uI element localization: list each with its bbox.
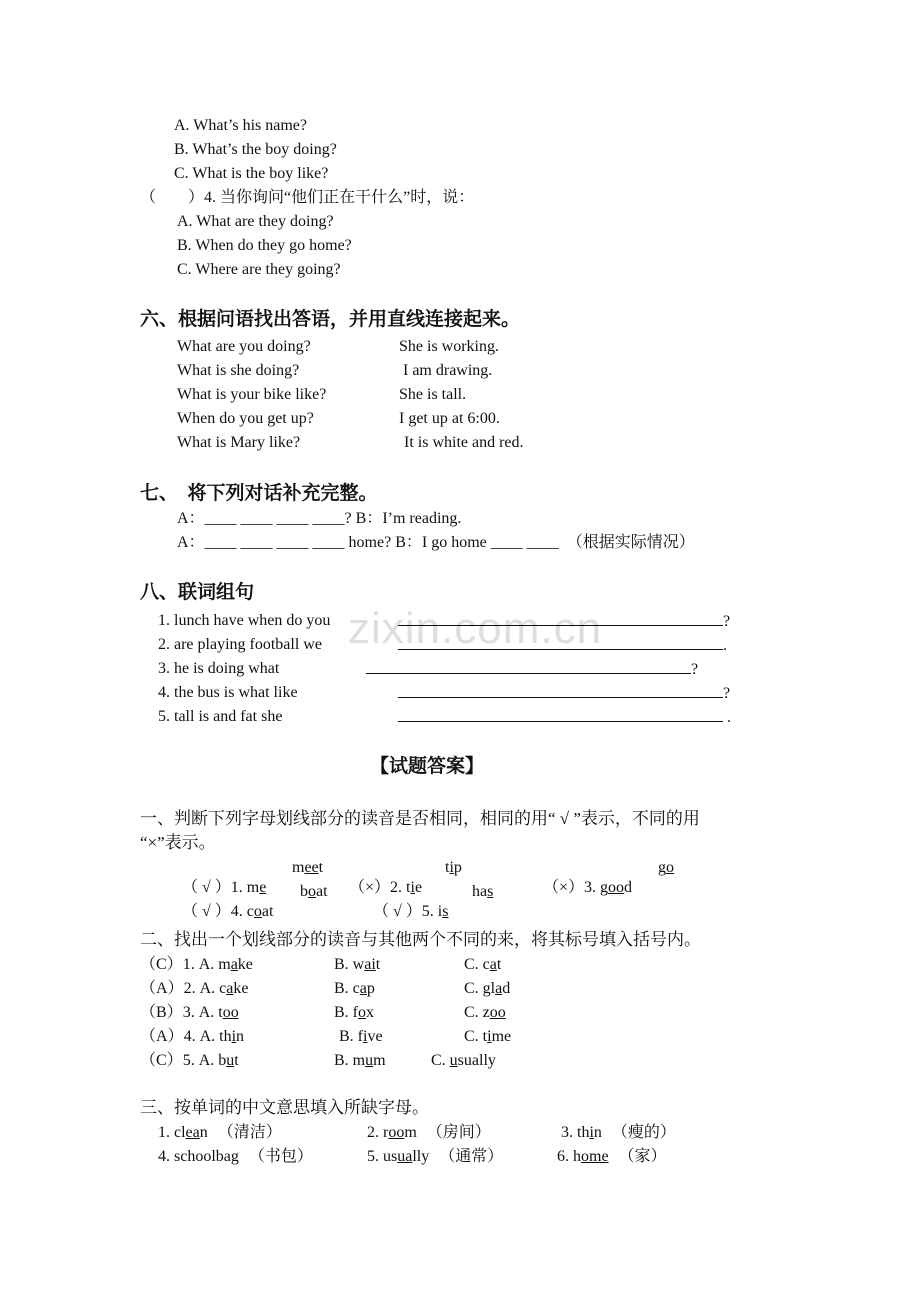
item-number: 1. (230, 879, 243, 896)
ans2-row-label: （C）1. A. make (140, 956, 253, 973)
ans3-item: 3. thin （瘦的） (561, 1124, 676, 1141)
s6-answer: It is white and red. (404, 434, 524, 451)
q3-option-a: A. What’s his name? (174, 117, 308, 134)
mark: （ √ ） (182, 903, 231, 920)
watermark: zixin.com.cn (348, 604, 603, 653)
mark: （ √ ） (373, 903, 422, 920)
option-c: C. cat (464, 956, 502, 973)
item-number: 2. (390, 879, 403, 896)
ans1-instruction: 一、判断下列字母划线部分的读音是否相同，相同的用“ √ ”表示，不同的用 (140, 809, 700, 828)
answers-title: 【试题答案】 (370, 755, 485, 777)
item-number: 5. (421, 903, 434, 920)
option-b: B. five (339, 1028, 383, 1045)
mark: （ √ ） (182, 879, 231, 896)
word: go (658, 859, 674, 876)
s8-end: ? (723, 613, 731, 630)
option-c: C. zoo (464, 1004, 506, 1021)
s8-words: 2. are playing football we (158, 636, 322, 653)
word: coat (246, 903, 274, 920)
s6-question: What are you doing? (177, 338, 311, 355)
ans3-item: 1. clean （清洁） (158, 1124, 282, 1141)
q3-option-c: C. What is the boy like? (174, 165, 329, 182)
item-number: 3. (584, 879, 597, 896)
item-number: 4. (230, 903, 243, 920)
option-c: C. time (464, 1028, 512, 1045)
s8-answer-line[interactable] (366, 659, 698, 680)
section8-title: 八、联词组句 (140, 581, 255, 603)
word: meet (292, 859, 324, 876)
s6-question: What is Mary like? (177, 434, 301, 451)
s6-question: What is your bike like? (177, 386, 327, 403)
q3-option-b: B. What’s the boy doing? (174, 141, 337, 158)
ans2-row-label: （B）3. A. too (140, 1004, 239, 1021)
ans2-row-label: （A）4. A. thin (140, 1028, 245, 1045)
q4-option-b: B. When do they go home? (177, 237, 352, 254)
option-b: B. fox (334, 1004, 374, 1021)
ans3-item: 4. schoolbag （书包） (158, 1148, 313, 1165)
q4-prefix: （ ）4. (140, 189, 217, 206)
s7-line2: A：____ ____ ____ ____ home? B：I go home ____ ____ （根据实际情况） (177, 534, 695, 551)
section7-title: 七、 将下列对话补充完整。 (140, 482, 378, 504)
ans3-item: 5. usually （通常） (367, 1148, 504, 1165)
option-b: B. cap (334, 980, 375, 997)
mark: （×） (349, 879, 391, 896)
s8-answer-line[interactable] (398, 635, 727, 656)
word: boat (300, 883, 328, 900)
s7-line1: A：____ ____ ____ ____? B：I’m reading. (177, 510, 462, 527)
word: has (472, 883, 494, 900)
ans1-item (535, 858, 632, 898)
ans2-instruction: 二、找出一个划线部分的读音与其他两个不同的来，将其标号填入括号内。 (140, 930, 701, 949)
ans2-row-label: （A）2. A. cake (140, 980, 249, 997)
q4-option-a: A. What are they doing? (177, 213, 334, 230)
s8-words: 5. tall is and fat she (158, 708, 283, 725)
q4-text: 当你询问“他们正在干什么”时，说： (220, 189, 475, 206)
ans3-item: 6. home （家） (557, 1148, 667, 1165)
s6-answer: I get up at 6:00. (399, 410, 500, 427)
word: good (600, 879, 633, 896)
s8-answer-line[interactable] (398, 683, 730, 704)
section6-title: 六、根据问语找出答语，并用直线连接起来。 (140, 308, 521, 330)
option-b: B. mum (334, 1052, 386, 1069)
s8-answer-line[interactable] (398, 707, 731, 728)
option-b: B. wait (334, 956, 381, 973)
word: me (246, 879, 267, 896)
ans1-item (365, 882, 448, 922)
s8-end: . (723, 637, 727, 654)
s8-words: 4. the bus is what like (158, 684, 298, 701)
q4-question (140, 188, 474, 208)
s6-answer: She is tall. (399, 386, 467, 403)
mark: （×） (543, 879, 585, 896)
s8-answer-line[interactable] (398, 611, 730, 632)
s8-end: . (727, 709, 731, 726)
ans2-row-label: （C）5. A. but (140, 1052, 239, 1069)
ans1-item (174, 882, 273, 922)
word: tie (406, 879, 423, 896)
s6-answer: She is working. (399, 338, 499, 355)
word: is (437, 903, 449, 920)
s8-words: 1. lunch have when do you (158, 612, 331, 629)
q4-option-c: C. Where are they going? (177, 261, 341, 278)
s8-end: ? (723, 685, 731, 702)
s8-words: 3. he is doing what (158, 660, 280, 677)
option-c: C. usually (431, 1052, 496, 1069)
word: tip (445, 859, 462, 876)
ans3-item: 2. room （房间） (367, 1124, 491, 1141)
s6-question: What is she doing? (177, 362, 300, 379)
s8-end: ? (691, 661, 699, 678)
s6-answer: I am drawing. (403, 362, 493, 379)
option-c: C. glad (464, 980, 511, 997)
s6-question: When do you get up? (177, 410, 314, 427)
ans1-instruction: “×”表示。 (140, 833, 216, 852)
ans3-instruction: 三、按单词的中文意思填入所缺字母。 (140, 1098, 429, 1117)
